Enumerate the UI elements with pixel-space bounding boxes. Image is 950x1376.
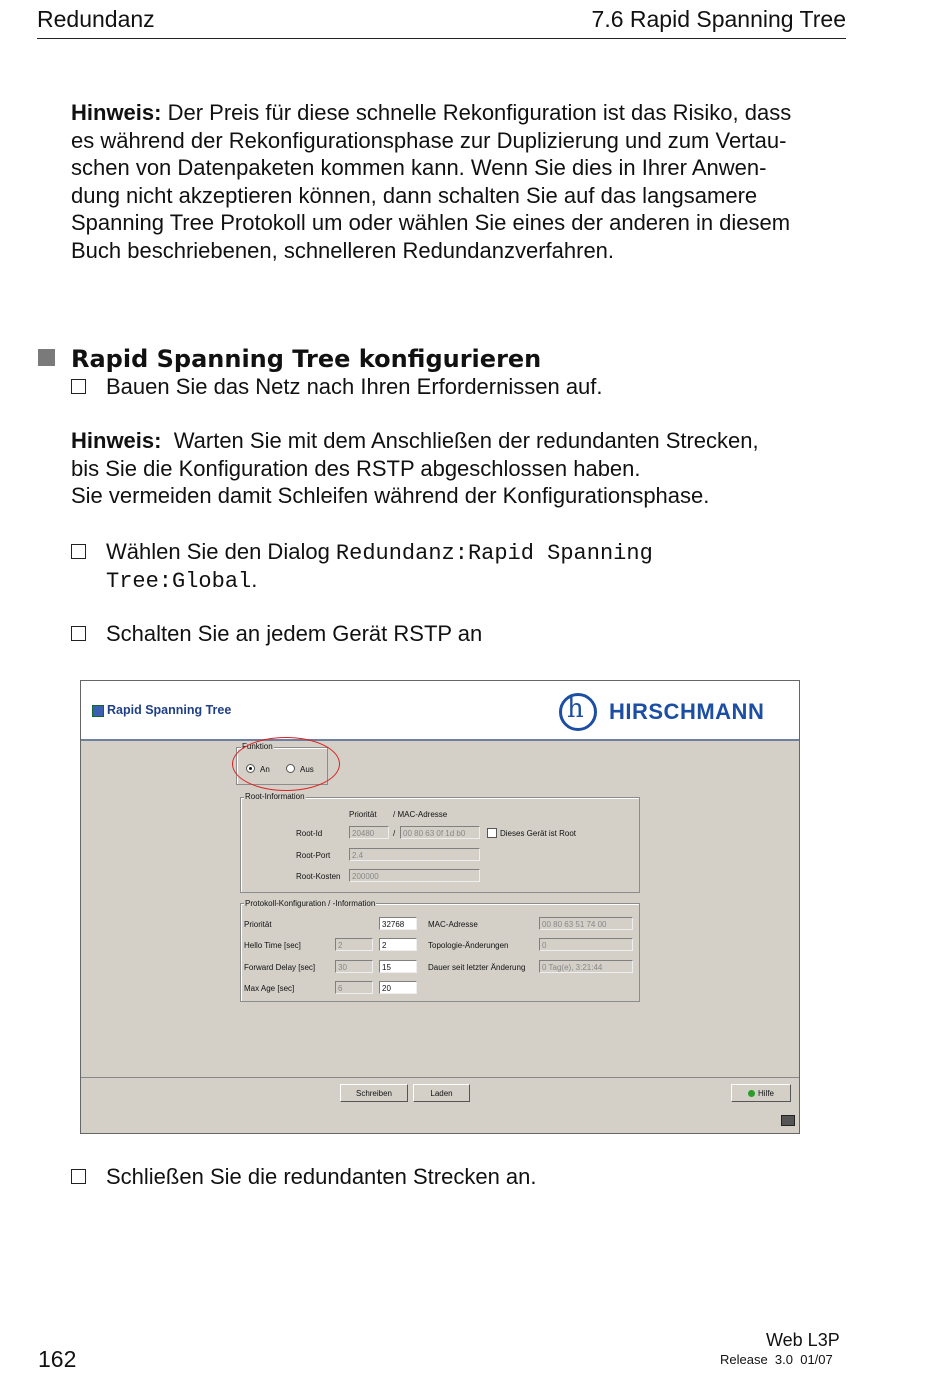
group-label: Funktion bbox=[242, 742, 273, 751]
dialog-path: Tree:Global bbox=[106, 569, 252, 594]
radio-on-label: An bbox=[260, 765, 270, 774]
max-age-readonly[interactable]: 6 bbox=[335, 981, 373, 994]
priority-field[interactable]: 32768 bbox=[379, 917, 417, 930]
max-age-field[interactable]: 20 bbox=[379, 981, 417, 994]
logo-h-glyph: h bbox=[567, 694, 584, 724]
mac-label: MAC-Adresse bbox=[428, 920, 478, 929]
running-header-left: Redundanz bbox=[37, 6, 155, 32]
radio-off-label: Aus bbox=[300, 765, 314, 774]
forward-delay-readonly[interactable]: 30 bbox=[335, 960, 373, 973]
topology-changes-label: Topologie-Änderungen bbox=[428, 941, 509, 950]
time-since-change-field[interactable]: 0 Tag(e), 3:21:44 bbox=[539, 960, 633, 973]
help-button[interactable]: Hilfe bbox=[731, 1084, 791, 1102]
root-checkbox-label: Dieses Gerät ist Root bbox=[500, 829, 577, 838]
note-label: Hinweis: bbox=[71, 100, 162, 125]
header-rule bbox=[37, 38, 846, 39]
priority-label: Priorität bbox=[244, 920, 272, 929]
group-label: Root-Information bbox=[245, 792, 305, 801]
root-port-field[interactable]: 2.4 bbox=[349, 848, 480, 861]
forward-delay-label: Forward Delay [sec] bbox=[244, 963, 316, 972]
note-label: Hinweis: bbox=[71, 428, 162, 453]
note-line: bis Sie die Konfiguration des RSTP abgeschlossen haben. bbox=[71, 455, 641, 481]
release-info: Release 3.0 01/07 bbox=[720, 1352, 833, 1367]
section-title: Rapid Spanning Tree konfigurieren bbox=[71, 345, 542, 373]
slash: / bbox=[393, 829, 396, 838]
step-checkbox bbox=[71, 379, 86, 394]
note-line: es während der Rekonfigurationsphase zur Duplizierung und zum Vertau- bbox=[71, 127, 787, 153]
note-paragraph-2 bbox=[71, 427, 851, 510]
column-priority: Priorität bbox=[349, 810, 377, 819]
section-bullet bbox=[38, 349, 55, 366]
step-checkbox bbox=[71, 626, 86, 641]
note-line: Spanning Tree Protokoll um oder wählen Sie eines der anderen in diesem bbox=[71, 210, 791, 235]
root-checkbox[interactable] bbox=[487, 828, 497, 838]
time-since-change-label: Dauer seit letzter Änderung bbox=[428, 963, 526, 972]
page-number: 162 bbox=[38, 1346, 77, 1372]
note-line: schen von Datenpaketen kommen kann. Wenn Sie dies in Ihrer Anwen- bbox=[71, 155, 767, 180]
root-id-mac-field[interactable]: 00 80 63 0f 1d b0 bbox=[400, 826, 480, 839]
mac-field[interactable]: 00 80 63 51 74 00 bbox=[539, 917, 633, 930]
screenshot-header bbox=[81, 681, 799, 741]
status-icon bbox=[781, 1115, 795, 1126]
root-id-priority-field[interactable]: 20480 bbox=[349, 826, 389, 839]
column-mac: / MAC-Adresse bbox=[393, 810, 448, 819]
load-button[interactable]: Laden bbox=[413, 1084, 470, 1102]
product-name: Web L3P bbox=[766, 1330, 840, 1350]
forward-delay-field[interactable]: 15 bbox=[379, 960, 417, 973]
root-cost-label: Root-Kosten bbox=[296, 872, 341, 881]
note-line: Buch beschriebenen, schnelleren Redundanzverfahren. bbox=[71, 237, 615, 263]
root-port-label: Root-Port bbox=[296, 851, 331, 860]
rstp-screenshot bbox=[80, 680, 800, 1134]
hello-time-readonly[interactable]: 2 bbox=[335, 938, 373, 951]
root-cost-field[interactable]: 200000 bbox=[349, 869, 480, 882]
hello-time-field[interactable]: 2 bbox=[379, 938, 417, 951]
group-label: Protokoll-Konfiguration / -Information bbox=[245, 899, 376, 908]
hello-time-label: Hello Time [sec] bbox=[244, 941, 301, 950]
dialog-path: Redundanz:Rapid Spanning bbox=[335, 541, 653, 566]
note-paragraph-1 bbox=[71, 99, 851, 264]
window-icon bbox=[92, 705, 104, 717]
note-line: Hinweis: Warten Sie mit dem Anschließen der redundanten Strecken, bbox=[71, 428, 759, 453]
max-age-label: Max Age [sec] bbox=[244, 984, 295, 993]
note-line: dung nicht akzeptieren können, dann schalten Sie auf das langsamere bbox=[71, 182, 758, 208]
highlight-ring bbox=[232, 737, 340, 791]
note-line: Hinweis: Der Preis für diese schnelle Rekonfiguration ist das Risiko, dass bbox=[71, 100, 792, 125]
help-icon bbox=[748, 1090, 755, 1097]
button-bar-divider bbox=[81, 1077, 799, 1078]
step-checkbox bbox=[71, 1169, 86, 1184]
screenshot-title: Rapid Spanning Tree bbox=[107, 703, 232, 717]
step-checkbox bbox=[71, 544, 86, 559]
topology-changes-field[interactable]: 0 bbox=[539, 938, 633, 951]
running-header-right: 7.6 Rapid Spanning Tree bbox=[591, 6, 846, 32]
root-id-label: Root-Id bbox=[296, 829, 323, 838]
note-line: Sie vermeiden damit Schleifen während der Konfigurationsphase. bbox=[71, 483, 710, 508]
brand-name: HIRSCHMANN bbox=[609, 699, 765, 724]
write-button[interactable]: Schreiben bbox=[340, 1084, 408, 1102]
